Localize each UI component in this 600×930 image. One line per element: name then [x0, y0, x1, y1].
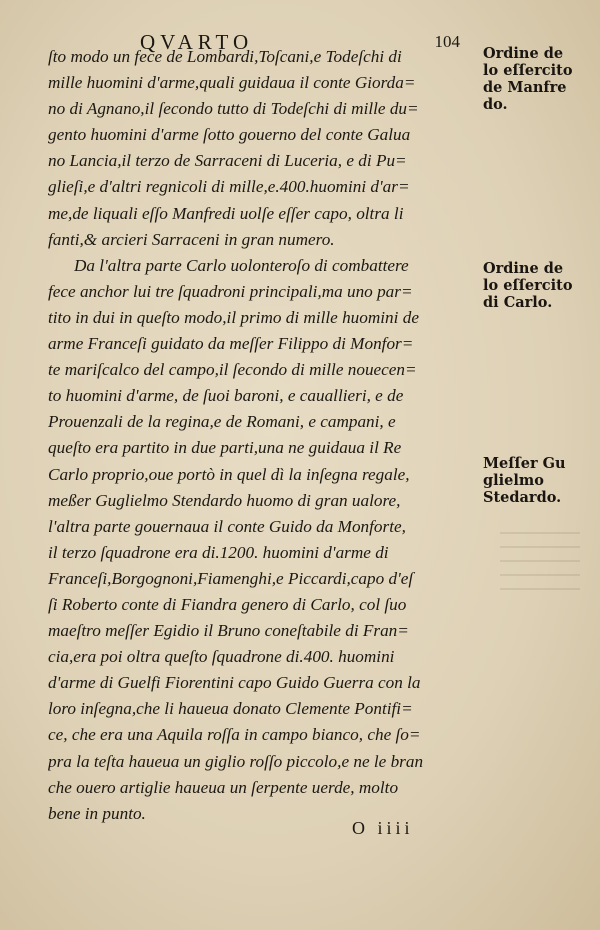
text-line: il terzo ſquadrone era di.1200. huomini d'arme di [48, 542, 389, 562]
signature-mark: O iiii [352, 818, 414, 838]
marginal-note-line: lo eſſercito [483, 62, 573, 79]
text-line: pra la teſta haueua un giglio roſſo piccolo,e ne le bran [48, 751, 424, 771]
text-line: no Lancia,il terzo de Sarraceni di Luceria, e di Pu= [48, 151, 407, 171]
text-line: no di Agnano,il ſecondo tutto di Todeſchi di mille du= [48, 99, 419, 119]
marginal-note-line: Ordine de [483, 260, 564, 277]
text-line: cia,era poi oltra queſto ſquadrone di.400. huomini [48, 647, 395, 667]
marginal-note-line: di Carlo. [483, 294, 553, 311]
text-line: te mariſcalco del campo,il ſecondo di mille nouecen= [48, 360, 417, 380]
marginal-note-line: Ordine de [483, 45, 564, 62]
text-line: maeſtro meſſer Egidio il Bruno coneſtabile di Fran= [48, 621, 409, 641]
text-line: gento huomini d'arme ſotto gouerno del conte Galua [48, 125, 411, 145]
text-block [48, 44, 478, 827]
text-line: loro inſegna,che li haueua donato Clemente Pontifi= [48, 699, 413, 719]
text-line: che ouero artiglie haueua un ſerpente uerde, molto [48, 777, 399, 797]
text-line: Da l'altra parte Carlo uolonteroſo di combattere [74, 255, 409, 275]
text-line: tito in dui in queſto modo,il primo di mille huomini de [48, 307, 419, 327]
text-line: fanti,& arcieri Sarraceni in gran numero. [48, 229, 335, 249]
text-line: queſto era partito in due parti,una ne guidaua il Re [48, 438, 402, 458]
marginal-note-line: do. [483, 96, 508, 113]
text-line: meßer Guglielmo Stendardo huomo di gran ualore, [48, 490, 401, 510]
marginal-note-carlo [483, 260, 595, 311]
text-line: me,de liquali eſſo Manfredi uolſe eſſer capo, oltra li [48, 203, 404, 223]
page-number: 104 [434, 32, 460, 51]
text-line: glieſi,e d'altri regnicoli di mille,e.400.huomini d'ar= [48, 177, 410, 197]
marginal-note-line: glielmo [483, 472, 544, 489]
text-line: ſi Roberto conte di Fiandra genero di Carlo, col ſuo [48, 594, 407, 614]
text-line: mille huomini d'arme,quali guidaua il conte Giorda= [48, 73, 416, 93]
text-line: Prouenzali de la regina,e de Romani, e campani, e [48, 412, 396, 432]
show-through-ink [500, 520, 580, 590]
marginal-note-line: de Manfre [483, 79, 567, 96]
text-line: Franceſi,Borgognoni,Fiamenghi,e Piccardi,capo d'eſ [48, 568, 414, 588]
text-line: ſto modo un fece de Lombardi,Toſcani,e Todeſchi di [48, 47, 402, 66]
running-head: QVARTO [140, 30, 254, 54]
text-line: d'arme di Guelfi Fiorentini capo Guido Guerra con la [48, 673, 421, 693]
marginal-note-line: Meſſer Gu [483, 455, 566, 472]
text-line: bene in punto. [48, 803, 146, 823]
marginal-note-manfredo [483, 45, 595, 113]
text-line: arme Franceſi guidato da meſſer Filippo di Monfor= [48, 334, 414, 354]
text-line: fece anchor lui tre ſquadroni principali,ma uno par= [48, 281, 413, 301]
text-line: Carlo proprio,oue portò in quel dì la inſegna regale, [48, 464, 410, 484]
text-line: l'altra parte gouernaua il conte Guido da Monforte, [48, 516, 406, 536]
text-line: to huomini d'arme, de ſuoi baroni, e cauallieri, e de [48, 386, 404, 406]
marginal-note-line: Stedardo. [483, 489, 562, 506]
text-line: ce, che era una Aquila roſſa in campo bianco, che ſo= [48, 725, 421, 745]
marginal-note-line: lo eſſercito [483, 277, 573, 294]
marginal-note-stendardo [483, 455, 595, 506]
